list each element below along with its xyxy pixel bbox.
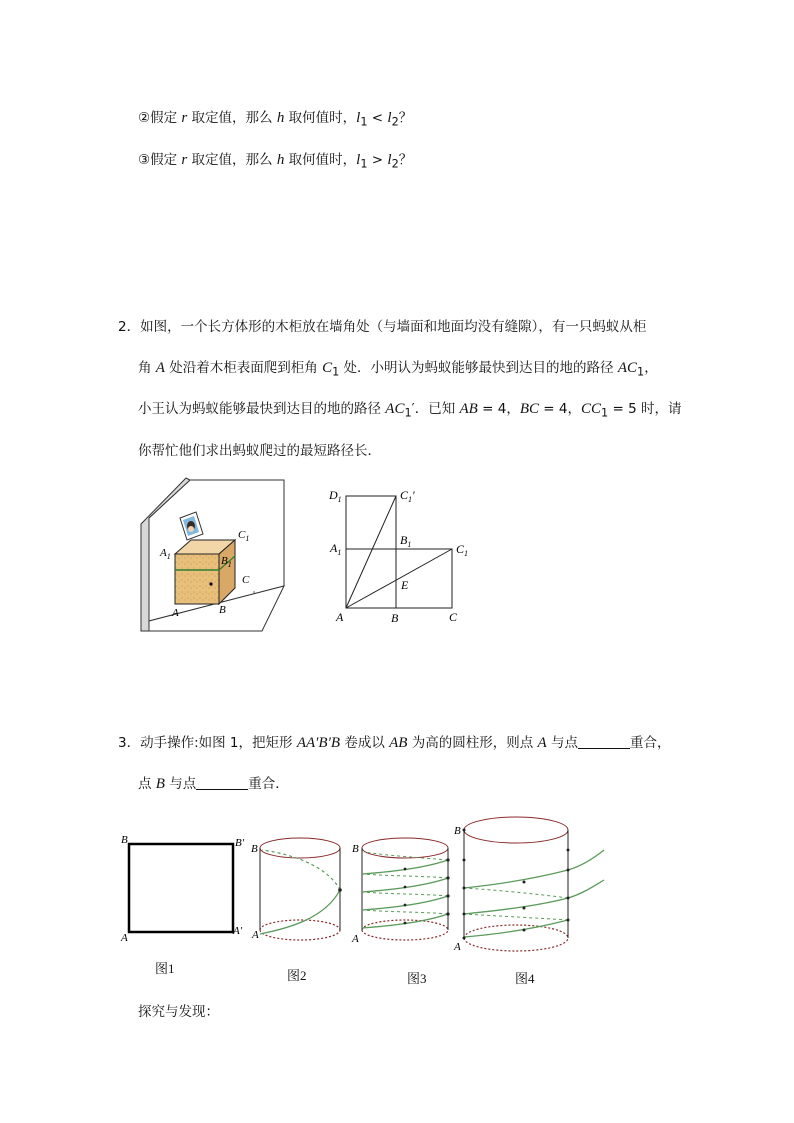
fig2-caption: 图2: [287, 968, 307, 983]
net-top-rect: [346, 496, 396, 549]
label-D1: $D_1$: [329, 488, 342, 504]
path-AC1-prime: [346, 496, 396, 608]
fig4-caption: 图4: [515, 971, 535, 986]
label-B: B: [391, 611, 399, 625]
label-A: A: [454, 941, 461, 953]
label-B1: $B_1$: [221, 555, 232, 569]
path-AC1: [346, 549, 452, 608]
label-C: C: [242, 574, 250, 586]
label-B1: $B_1$: [400, 533, 412, 549]
label-C1: $C_1$: [456, 542, 469, 558]
q2-figure-cabinet: [138, 476, 308, 636]
answer-blank-1[interactable]: [578, 734, 630, 749]
label-B: B: [219, 604, 226, 616]
q3-explore-heading: 探究与发现：: [138, 1004, 219, 1020]
label-B: B: [121, 834, 128, 846]
label-C1: $C_1$: [238, 529, 250, 543]
label-A1: $A_1$: [160, 547, 171, 561]
q3-fig3-cylinder: [350, 830, 460, 960]
label-C1-prime: $C_1'$: [400, 488, 415, 504]
label-B: B: [352, 843, 359, 855]
q3-fig1-rectangle: [118, 830, 248, 944]
q1-item-2: ②假定 r 取定值，那么 h 取何值时，$l_1 < l_2$？: [138, 110, 413, 129]
q2-line-3: 小王认为蚂蚁能够最快到达目的地的路径 $AC_1'$．已知 AB = 4，BC = 4，$CC_1 = 5$ 时，请: [138, 401, 682, 420]
fig3-caption: 图3: [407, 971, 427, 986]
q1-item-3: ③假定 r 取定值，那么 h 取何值时，$l_1 > l_2$？: [138, 152, 413, 171]
label-A1: $A_1$: [330, 541, 342, 557]
q2-line-2: 角 A 处沿着木柜表面爬到柜角 $C_1$ 处．小明认为蚂蚁能够最快到达目的地的路径 $AC_1$，: [138, 360, 658, 379]
label-B: B: [251, 843, 258, 855]
label-A: A: [121, 932, 128, 944]
label-B-prime: B′: [235, 837, 245, 849]
q2-line-1: 2．如图，一个长方体形的木柜放在墙角处（与墙面和地面均没有缝隙），有一只蚂蚁从柜: [118, 319, 647, 335]
label-B: B: [454, 825, 461, 837]
q3-line-1: 3．动手操作:如图 1，把矩形 AA′B′B 卷成以 AB 为高的圆柱形，则点 A 与点 重合，: [118, 735, 671, 751]
label-E: E: [401, 578, 409, 592]
q3-fig4-cylinder: [452, 810, 612, 960]
q2-line-4: 你帮忙他们求出蚂蚁爬过的最短路径长．: [138, 443, 381, 459]
cabinet-front: [175, 554, 219, 604]
fig1-caption: 图1: [155, 961, 175, 976]
q3-line-2: 点 B 与点 重合．: [138, 776, 289, 792]
label-C: C: [449, 610, 458, 624]
helix: [260, 890, 340, 934]
label-A: A: [336, 610, 344, 624]
label-A: A: [172, 607, 179, 619]
label-A: A: [352, 933, 359, 945]
label-A-prime: A′: [233, 925, 243, 937]
q2-figure-net: [327, 485, 477, 625]
label-A: A: [252, 929, 259, 941]
q3-fig2-cylinder: [250, 830, 350, 960]
answer-blank-2[interactable]: [196, 775, 248, 790]
helix-outer: [464, 850, 604, 937]
